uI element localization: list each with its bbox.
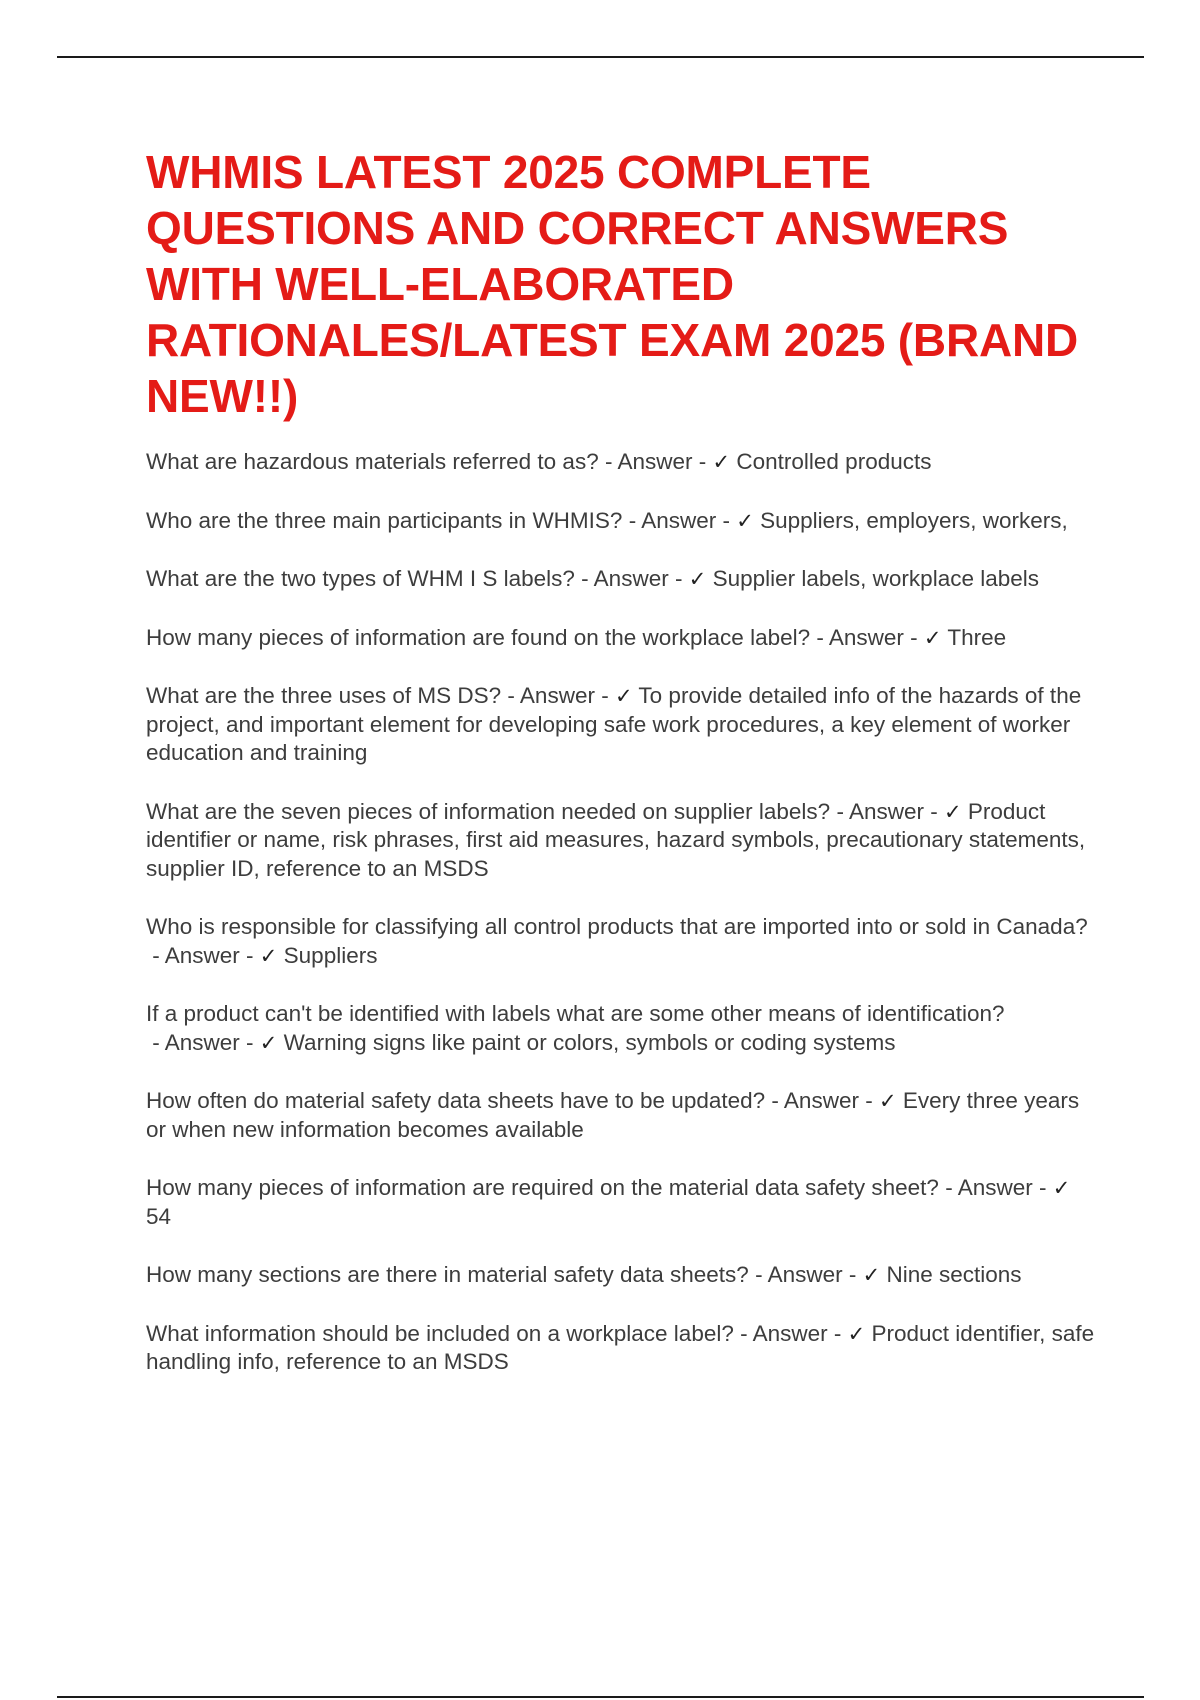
question-text: Who is responsible for classifying all control products that are imported into or sold in Canada? (146, 914, 1088, 939)
check-mark-icon: ✓ (688, 567, 707, 591)
answer-text: Product identifier, safe handling info, reference to an MSDS (146, 1320, 1095, 1374)
question-text: How many sections are there in material safety data sheets? (146, 1262, 749, 1287)
check-mark-icon: ✓ (878, 1089, 897, 1113)
question-text: Who are the three main participants in WHMIS? (146, 507, 623, 533)
check-mark-icon: ✓ (712, 450, 731, 474)
answer-separator: - Answer - (733, 1320, 848, 1346)
check-mark-icon: ✓ (943, 799, 962, 824)
answer-separator: - Answer - (598, 449, 713, 474)
question-text: If a product can't be identified with labels what are some other means of identification? (146, 1001, 1005, 1026)
qa-item (146, 1320, 1096, 1377)
check-mark-icon: ✓ (736, 508, 754, 533)
check-mark-icon: ✓ (614, 684, 633, 708)
answer-text: Every three years or when new information becomes available (146, 1088, 1080, 1142)
answer-separator: - Answer - (146, 942, 260, 968)
check-mark-icon: ✓ (1052, 1176, 1071, 1200)
answer-text: 54 (146, 1203, 172, 1229)
document-body (146, 144, 1096, 1407)
answer-text: Product identifier or name, risk phrases, first aid measures, hazard symbols, precautionary statements, supplier ID, reference to an MSDS (146, 798, 1086, 881)
qa-list (146, 448, 1096, 1377)
question-text: How many pieces of information are required on the material data safety sheet? (146, 1175, 939, 1200)
qa-item (146, 1087, 1096, 1144)
qa-item (146, 507, 1096, 536)
qa-item (146, 682, 1096, 768)
answer-text: Supplier labels, workplace labels (712, 566, 1040, 591)
answer-separator: - Answer - (938, 1175, 1053, 1200)
answer-text: Suppliers, employers, workers, (760, 507, 1068, 533)
qa-item (146, 1000, 1096, 1057)
question-text: What are hazardous materials referred to as? (146, 449, 599, 474)
answer-text: Warning signs like paint or colors, symbols or coding systems (283, 1029, 896, 1055)
document-title: WHMIS LATEST 2025 COMPLETE QUESTIONS AND CORRECT ANSWERS WITH WELL-ELABORATED RATIONALES/LATEST EXAM 2025 (BRAND NEW!!) (146, 146, 1079, 422)
qa-item (146, 798, 1096, 884)
question-text: How many pieces of information are found on the workplace label? (146, 624, 811, 650)
check-mark-icon: ✓ (847, 1321, 866, 1346)
question-text: What are the two types of WHM I S labels? (146, 566, 575, 591)
check-mark-icon: ✓ (259, 1030, 278, 1055)
question-text: How often do material safety data sheets have to be updated? (146, 1088, 766, 1113)
answer-text: Three (947, 624, 1007, 650)
check-mark-icon: ✓ (862, 1263, 881, 1287)
answer-separator: - Answer - (501, 683, 615, 708)
check-mark-icon: ✓ (923, 625, 942, 650)
qa-item (146, 1261, 1096, 1290)
question-text: What are the three uses of MS DS? (146, 683, 502, 708)
answer-text: Nine sections (886, 1262, 1022, 1287)
check-mark-icon: ✓ (259, 943, 278, 968)
answer-separator: - Answer - (765, 1088, 879, 1113)
qa-item (146, 565, 1096, 594)
answer-separator: - Answer - (574, 566, 689, 591)
answer-separator: - Answer - (622, 507, 737, 533)
answer-text: Suppliers (283, 942, 378, 968)
answer-text: Controlled products (736, 449, 932, 474)
answer-separator: - Answer - (748, 1262, 863, 1287)
qa-item (146, 624, 1096, 653)
question-text: What are the seven pieces of information needed on supplier labels? (146, 798, 831, 824)
qa-item (146, 913, 1096, 970)
bottom-rule (57, 1696, 1144, 1698)
qa-item (146, 1174, 1096, 1231)
answer-separator: - Answer - (146, 1029, 260, 1055)
answer-separator: - Answer - (810, 624, 924, 650)
top-rule (57, 56, 1144, 58)
question-text: What information should be included on a workplace label? (146, 1320, 734, 1346)
qa-item (146, 448, 1096, 477)
answer-text: To provide detailed info of the hazards of the project, and important element for developing safe work procedures, a key element of worker education and training (146, 683, 1082, 765)
answer-separator: - Answer - (830, 798, 944, 824)
